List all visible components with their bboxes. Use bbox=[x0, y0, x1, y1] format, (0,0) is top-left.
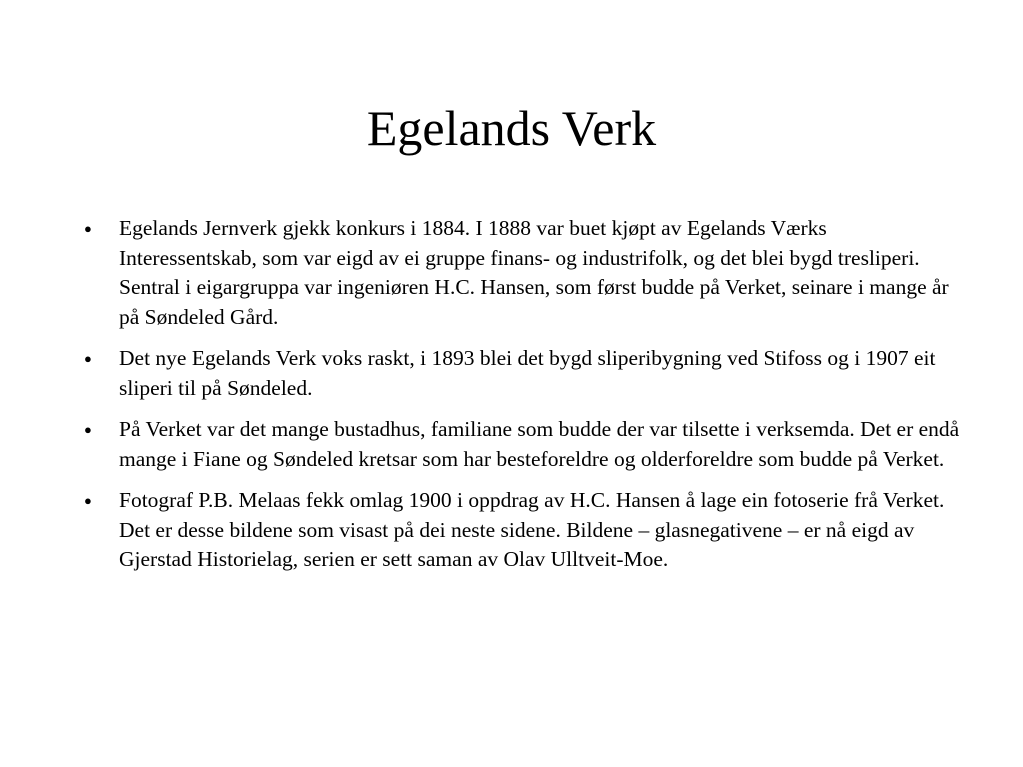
bullet-dot-icon: ● bbox=[84, 422, 92, 437]
bullet-text: Egelands Jernverk gjekk konkurs i 1884. I 1888 var buet kjøpt av Egelands Værks Interessentskab, som var eigd av ei gruppe finans- og industrifolk, og det blei bygd tresliperi. Sentral i eigargruppa var ingeniøren H.C. Hansen, som først budde på Verket, seinare i mange år på Søndeled Gård. bbox=[119, 216, 949, 329]
slide-title: Egelands Verk bbox=[366, 100, 657, 156]
bullet-list bbox=[84, 214, 964, 587]
bullet-dot-icon: ● bbox=[84, 351, 92, 366]
bullet-text: Fotograf P.B. Melaas fekk omlag 1900 i oppdrag av H.C. Hansen å lage ein fotoserie frå Verket. Det er desse bildene som visast på dei neste sidene. Bildene – glasnegativene – er nå eigd av Gjerstad Historielag, serien er sett saman av Olav Ulltveit-Moe. bbox=[119, 488, 945, 571]
bullet-text: På Verket var det mange bustadhus, familiane som budde der var tilsette i verksemda. Det er endå mange i Fiane og Søndeled kretsar som har besteforeldre og olderforeldre som budde på Verket. bbox=[119, 417, 960, 471]
bullet-item bbox=[84, 486, 964, 575]
bullet-item bbox=[84, 214, 964, 332]
bullet-item bbox=[84, 415, 964, 474]
bullet-text: Det nye Egelands Verk voks raskt, i 1893 blei det bygd sliperibygning ved Stifoss og i 1907 eit sliperi til på Søndeled. bbox=[119, 346, 936, 400]
bullet-item bbox=[84, 344, 964, 403]
bullet-dot-icon: ● bbox=[84, 493, 92, 508]
bullet-dot-icon: ● bbox=[84, 221, 92, 236]
